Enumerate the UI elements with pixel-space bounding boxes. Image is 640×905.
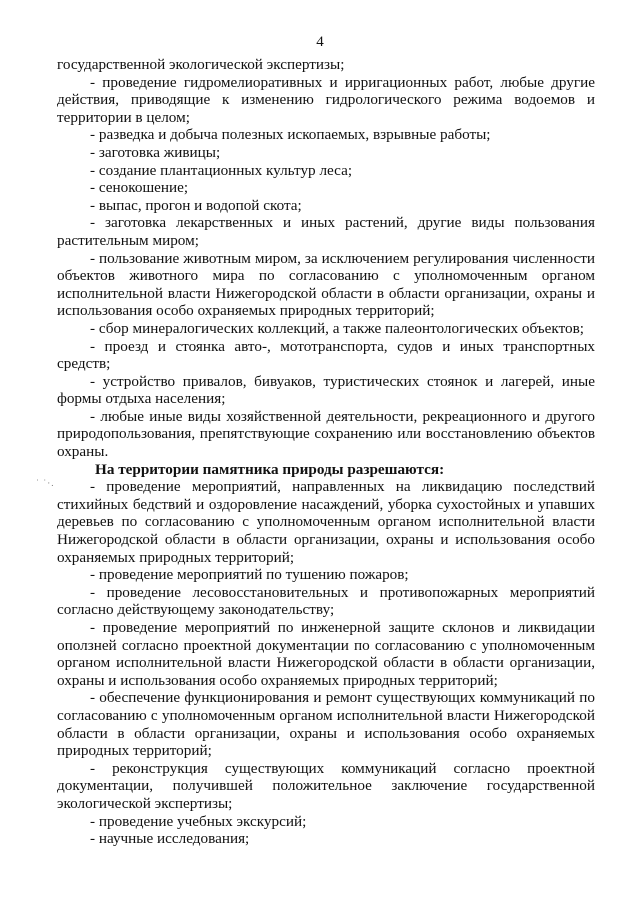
permitted-item: - проведение лесовосстановительных и противопожарных мероприятий согласно действующему законодательству; xyxy=(57,583,595,619)
prohibited-item: - любые иные виды хозяйственной деятельности, рекреационного и другого природопользования, препятствующие сохранению или восстановлению объектов охраны. xyxy=(57,407,595,461)
permitted-item: - проведение учебных экскурсий; xyxy=(90,812,307,830)
paragraph-continuation: государственной экологической экспертизы; xyxy=(57,56,345,73)
prohibited-item: - выпас, прогон и водопой скота; xyxy=(90,196,302,214)
permitted-item: - научные исследования; xyxy=(90,830,250,848)
permitted-item: - реконструкция существующих коммуникаций согласно проектной документации, получившей положительное заключение государственной экологической экспертизы; xyxy=(57,759,595,812)
prohibited-item: - пользование животным миром, за исключением регулирования численности объектов животного мира по согласованию с уполномоченным органом исполнительной власти Нижегородской области в области организации, охраны и использования особо охраняемых природных территорий; xyxy=(57,249,595,320)
prohibited-item: - заготовка лекарственных и иных растений, другие виды пользования растительным миром; xyxy=(57,214,595,249)
permitted-item: - обеспечение функционирования и ремонт существующих коммуникаций по согласованию с уполномоченным органом исполнительной власти Нижегородской области в области организации, охраны и использования особо охраняемых природных территорий; xyxy=(57,689,595,760)
permitted-item: - проведение мероприятий, направленных на ликвидацию последствий стихийных бедствий и оздоровление насаждений, уборка сухостойных и упавших деревьев по согласованию с уполномоченным органом исполнительной власти Нижегородской области в области организации, охраны и использования особо охраняемых природных территорий; xyxy=(57,478,595,566)
prohibited-item: - создание плантационных культур леса; xyxy=(90,161,353,179)
prohibited-item: - проезд и стоянка авто-, мототранспорта, судов и иных транспортных средств; xyxy=(57,337,595,373)
prohibited-item: - сенокошение; xyxy=(90,179,189,197)
prohibited-item: - устройство привалов, бивуаков, туристических стоянок и лагерей, иные формы отдыха населения; xyxy=(57,372,595,408)
permitted-item: - проведение мероприятий по инженерной защите склонов и ликвидации оползней согласно проектной документации по согласованию с уполномоченным органом исполнительной власти Нижегородской области в области организации, охраны и использования особо охраняемых природных территорий; xyxy=(57,619,595,689)
prohibited-item: - заготовка живицы; xyxy=(90,143,221,161)
document-body xyxy=(57,56,595,848)
page-number: 4 xyxy=(316,34,324,50)
permitted-item: - проведение мероприятий по тушению пожаров; xyxy=(90,566,409,584)
scan-artifact: ˙ ˙·. xyxy=(36,478,55,488)
section-heading: На территории памятника природы разрешаются: xyxy=(95,460,445,478)
prohibited-item: - проведение гидромелиоративных и ирригационных работ, любые другие действия, приводящие к изменению гидрологического режима водоемов и территории в целом; xyxy=(57,73,595,126)
prohibited-item: - разведка и добыча полезных ископаемых, взрывные работы; xyxy=(90,126,491,144)
prohibited-item: - сбор минералогических коллекций, а также палеонтологических объектов; xyxy=(90,319,584,337)
